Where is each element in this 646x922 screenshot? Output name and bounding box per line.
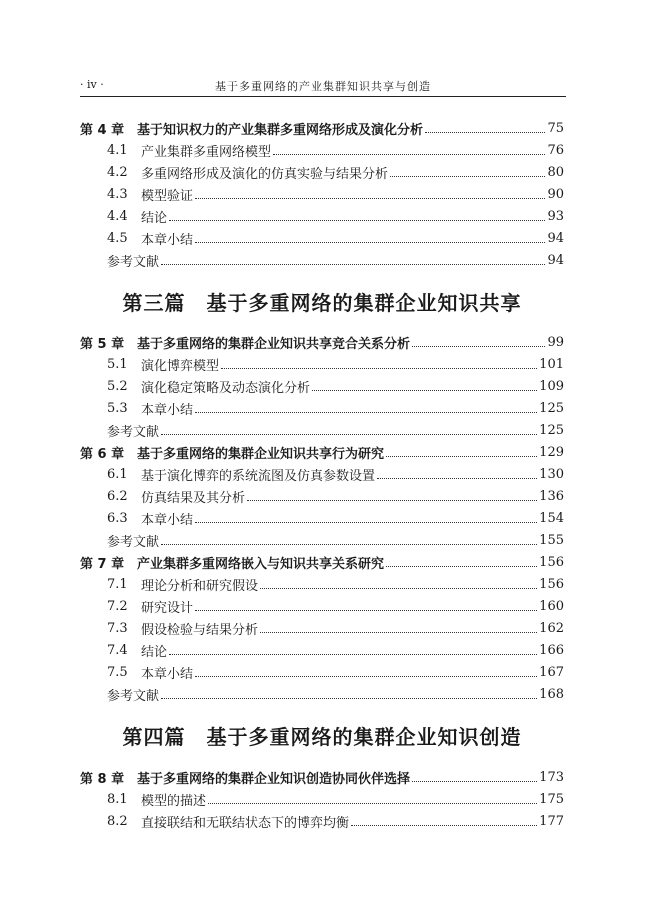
toc-leader: [195, 675, 537, 677]
toc-title: 本章小结: [141, 402, 194, 418]
toc-section[interactable]: [80, 139, 564, 161]
toc-leader: [208, 802, 537, 804]
toc-chapter-5[interactable]: [80, 331, 564, 353]
toc-page: 94: [547, 230, 564, 246]
toc-leader: [425, 131, 545, 133]
header-rule: [80, 96, 566, 97]
toc-leader: [195, 521, 537, 523]
part-heading-4: 第四篇 基于多重网络的集群企业知识创造: [122, 725, 522, 749]
toc-number: 4.1: [107, 142, 128, 158]
toc-title: 产业集群多重网络嵌入与知识共享关系研究: [137, 556, 385, 572]
toc-chapter-8[interactable]: [80, 766, 564, 788]
toc-section[interactable]: [80, 573, 564, 595]
toc-title: 参考文献: [107, 424, 160, 440]
toc-title: 模型验证: [141, 188, 194, 204]
toc-section[interactable]: [80, 595, 564, 617]
toc-number: 4.4: [107, 208, 128, 224]
toc-section[interactable]: [80, 661, 564, 683]
toc-leader: [386, 565, 537, 567]
toc-title: 产业集群多重网络模型: [141, 144, 272, 160]
toc-leader: [273, 153, 545, 155]
toc-number: 4.5: [107, 230, 128, 246]
toc-section[interactable]: [80, 227, 564, 249]
toc-title: 直接联结和无联结状态下的博弈均衡: [141, 815, 350, 831]
toc-number: 6.2: [107, 488, 128, 504]
toc-title: 假设检验与结果分析: [141, 622, 259, 638]
toc-chapter-7[interactable]: [80, 551, 564, 573]
toc-page: 155: [539, 532, 564, 548]
running-title: 基于多重网络的产业集群知识共享与创造: [215, 80, 431, 93]
toc-page: 160: [539, 598, 564, 614]
toc-title: 基于知识权力的产业集群多重网络形成及演化分析: [137, 122, 424, 138]
toc-title: 多重网络形成及演化的仿真实验与结果分析: [141, 166, 389, 182]
toc-leader: [412, 780, 537, 782]
toc-leader: [195, 197, 545, 199]
toc-title: 演化博弈模型: [141, 358, 220, 374]
toc-page: 166: [539, 642, 564, 658]
toc-page: 129: [539, 444, 564, 460]
toc-references[interactable]: [80, 249, 564, 271]
toc-leader: [312, 389, 537, 391]
toc-number: 7.3: [107, 620, 128, 636]
toc-page: 90: [547, 186, 564, 202]
toc-number: 第 7 章: [80, 556, 125, 572]
part-heading-3: 第三篇 基于多重网络的集群企业知识共享: [122, 291, 522, 315]
toc-section[interactable]: [80, 161, 564, 183]
toc-page: 75: [547, 120, 564, 136]
toc-leader: [161, 263, 545, 265]
toc-number: 5.1: [107, 356, 128, 372]
toc-number: 第 6 章: [80, 446, 125, 462]
toc-title: 基于多重网络的集群企业知识共享行为研究: [137, 446, 385, 462]
toc-page: 175: [539, 791, 564, 807]
toc-title: 本章小结: [141, 666, 194, 682]
toc-title: 参考文献: [107, 534, 160, 550]
toc-leader: [351, 824, 537, 826]
toc-section[interactable]: [80, 375, 564, 397]
toc-number: 4.3: [107, 186, 128, 202]
toc-section[interactable]: [80, 485, 564, 507]
toc-section[interactable]: [80, 205, 564, 227]
toc-page: 177: [539, 813, 564, 829]
toc-page: 167: [539, 664, 564, 680]
toc-leader: [221, 367, 537, 369]
toc-title: 理论分析和研究假设: [141, 578, 259, 594]
toc-section[interactable]: [80, 463, 564, 485]
toc-page: 80: [547, 164, 564, 180]
toc-page: 109: [539, 378, 564, 394]
toc-number: 8.2: [107, 813, 128, 829]
toc-number: 7.4: [107, 642, 128, 658]
toc-title: 参考文献: [107, 688, 160, 704]
toc-title: 基于多重网络的集群企业知识共享竞合关系分析: [137, 336, 411, 352]
toc-title: 仿真结果及其分析: [141, 490, 246, 506]
toc-page: 162: [539, 620, 564, 636]
toc-section[interactable]: [80, 810, 564, 832]
toc-section[interactable]: [80, 183, 564, 205]
toc-section[interactable]: [80, 397, 564, 419]
toc-number: 7.1: [107, 576, 128, 592]
toc-title: 研究设计: [141, 600, 194, 616]
toc-page: 125: [539, 422, 564, 438]
toc-title: 基于多重网络的集群企业知识创造协同伙伴选择: [137, 771, 411, 787]
toc-number: 6.1: [107, 466, 128, 482]
toc-title: 参考文献: [107, 254, 160, 270]
toc-page: 156: [539, 576, 564, 592]
toc-leader: [195, 241, 545, 243]
toc-leader: [195, 609, 537, 611]
toc-number: 第 4 章: [80, 122, 125, 138]
toc-page: 125: [539, 400, 564, 416]
toc-number: 第 8 章: [80, 771, 125, 787]
page-number: · iv ·: [80, 78, 104, 91]
toc-leader: [260, 587, 537, 589]
toc-page: 93: [547, 208, 564, 224]
toc-leader: [161, 543, 537, 545]
toc-page: 99: [547, 334, 564, 350]
toc-leader: [260, 631, 537, 633]
toc-leader: [412, 345, 545, 347]
toc-number: 7.5: [107, 664, 128, 680]
toc-leader: [169, 219, 545, 221]
toc-title: 模型的描述: [141, 793, 207, 809]
toc-title: 结论: [141, 644, 168, 660]
toc-title: 基于演化博弈的系统流图及仿真参数设置: [141, 468, 376, 484]
toc-page: 156: [539, 554, 564, 570]
toc-section[interactable]: [80, 507, 564, 529]
toc-references[interactable]: [80, 529, 564, 551]
toc-section[interactable]: [80, 639, 564, 661]
toc-page: 130: [539, 466, 564, 482]
toc-page: 154: [539, 510, 564, 526]
toc-title: 演化稳定策略及动态演化分析: [141, 380, 311, 396]
toc-leader: [169, 653, 537, 655]
toc-number: 第 5 章: [80, 336, 125, 352]
toc-references[interactable]: [80, 419, 564, 441]
toc-page: 173: [539, 769, 564, 785]
toc-leader: [247, 499, 537, 501]
toc-section[interactable]: [80, 788, 564, 810]
toc-references[interactable]: [80, 683, 564, 705]
toc-number: 4.2: [107, 164, 128, 180]
toc-leader: [390, 175, 545, 177]
toc-number: 5.2: [107, 378, 128, 394]
toc-number: 8.1: [107, 791, 128, 807]
toc-title: 本章小结: [141, 232, 194, 248]
toc-page: 76: [547, 142, 564, 158]
running-header: [80, 78, 566, 96]
toc-number: 7.2: [107, 598, 128, 614]
toc-title: 本章小结: [141, 512, 194, 528]
toc-number: 5.3: [107, 400, 128, 416]
toc-leader: [195, 411, 537, 413]
toc-page: 168: [539, 686, 564, 702]
toc-page: 136: [539, 488, 564, 504]
toc-page: 101: [539, 356, 564, 372]
toc-chapter-6[interactable]: [80, 441, 564, 463]
toc-page: 94: [547, 252, 564, 268]
toc-title: 结论: [141, 210, 168, 226]
toc-section[interactable]: [80, 617, 564, 639]
toc-leader: [161, 433, 537, 435]
toc-section[interactable]: [80, 353, 564, 375]
toc-number: 6.3: [107, 510, 128, 526]
toc-chapter-4[interactable]: [80, 117, 564, 139]
toc-leader: [161, 697, 537, 699]
toc-leader: [386, 455, 537, 457]
toc-leader: [377, 477, 537, 479]
